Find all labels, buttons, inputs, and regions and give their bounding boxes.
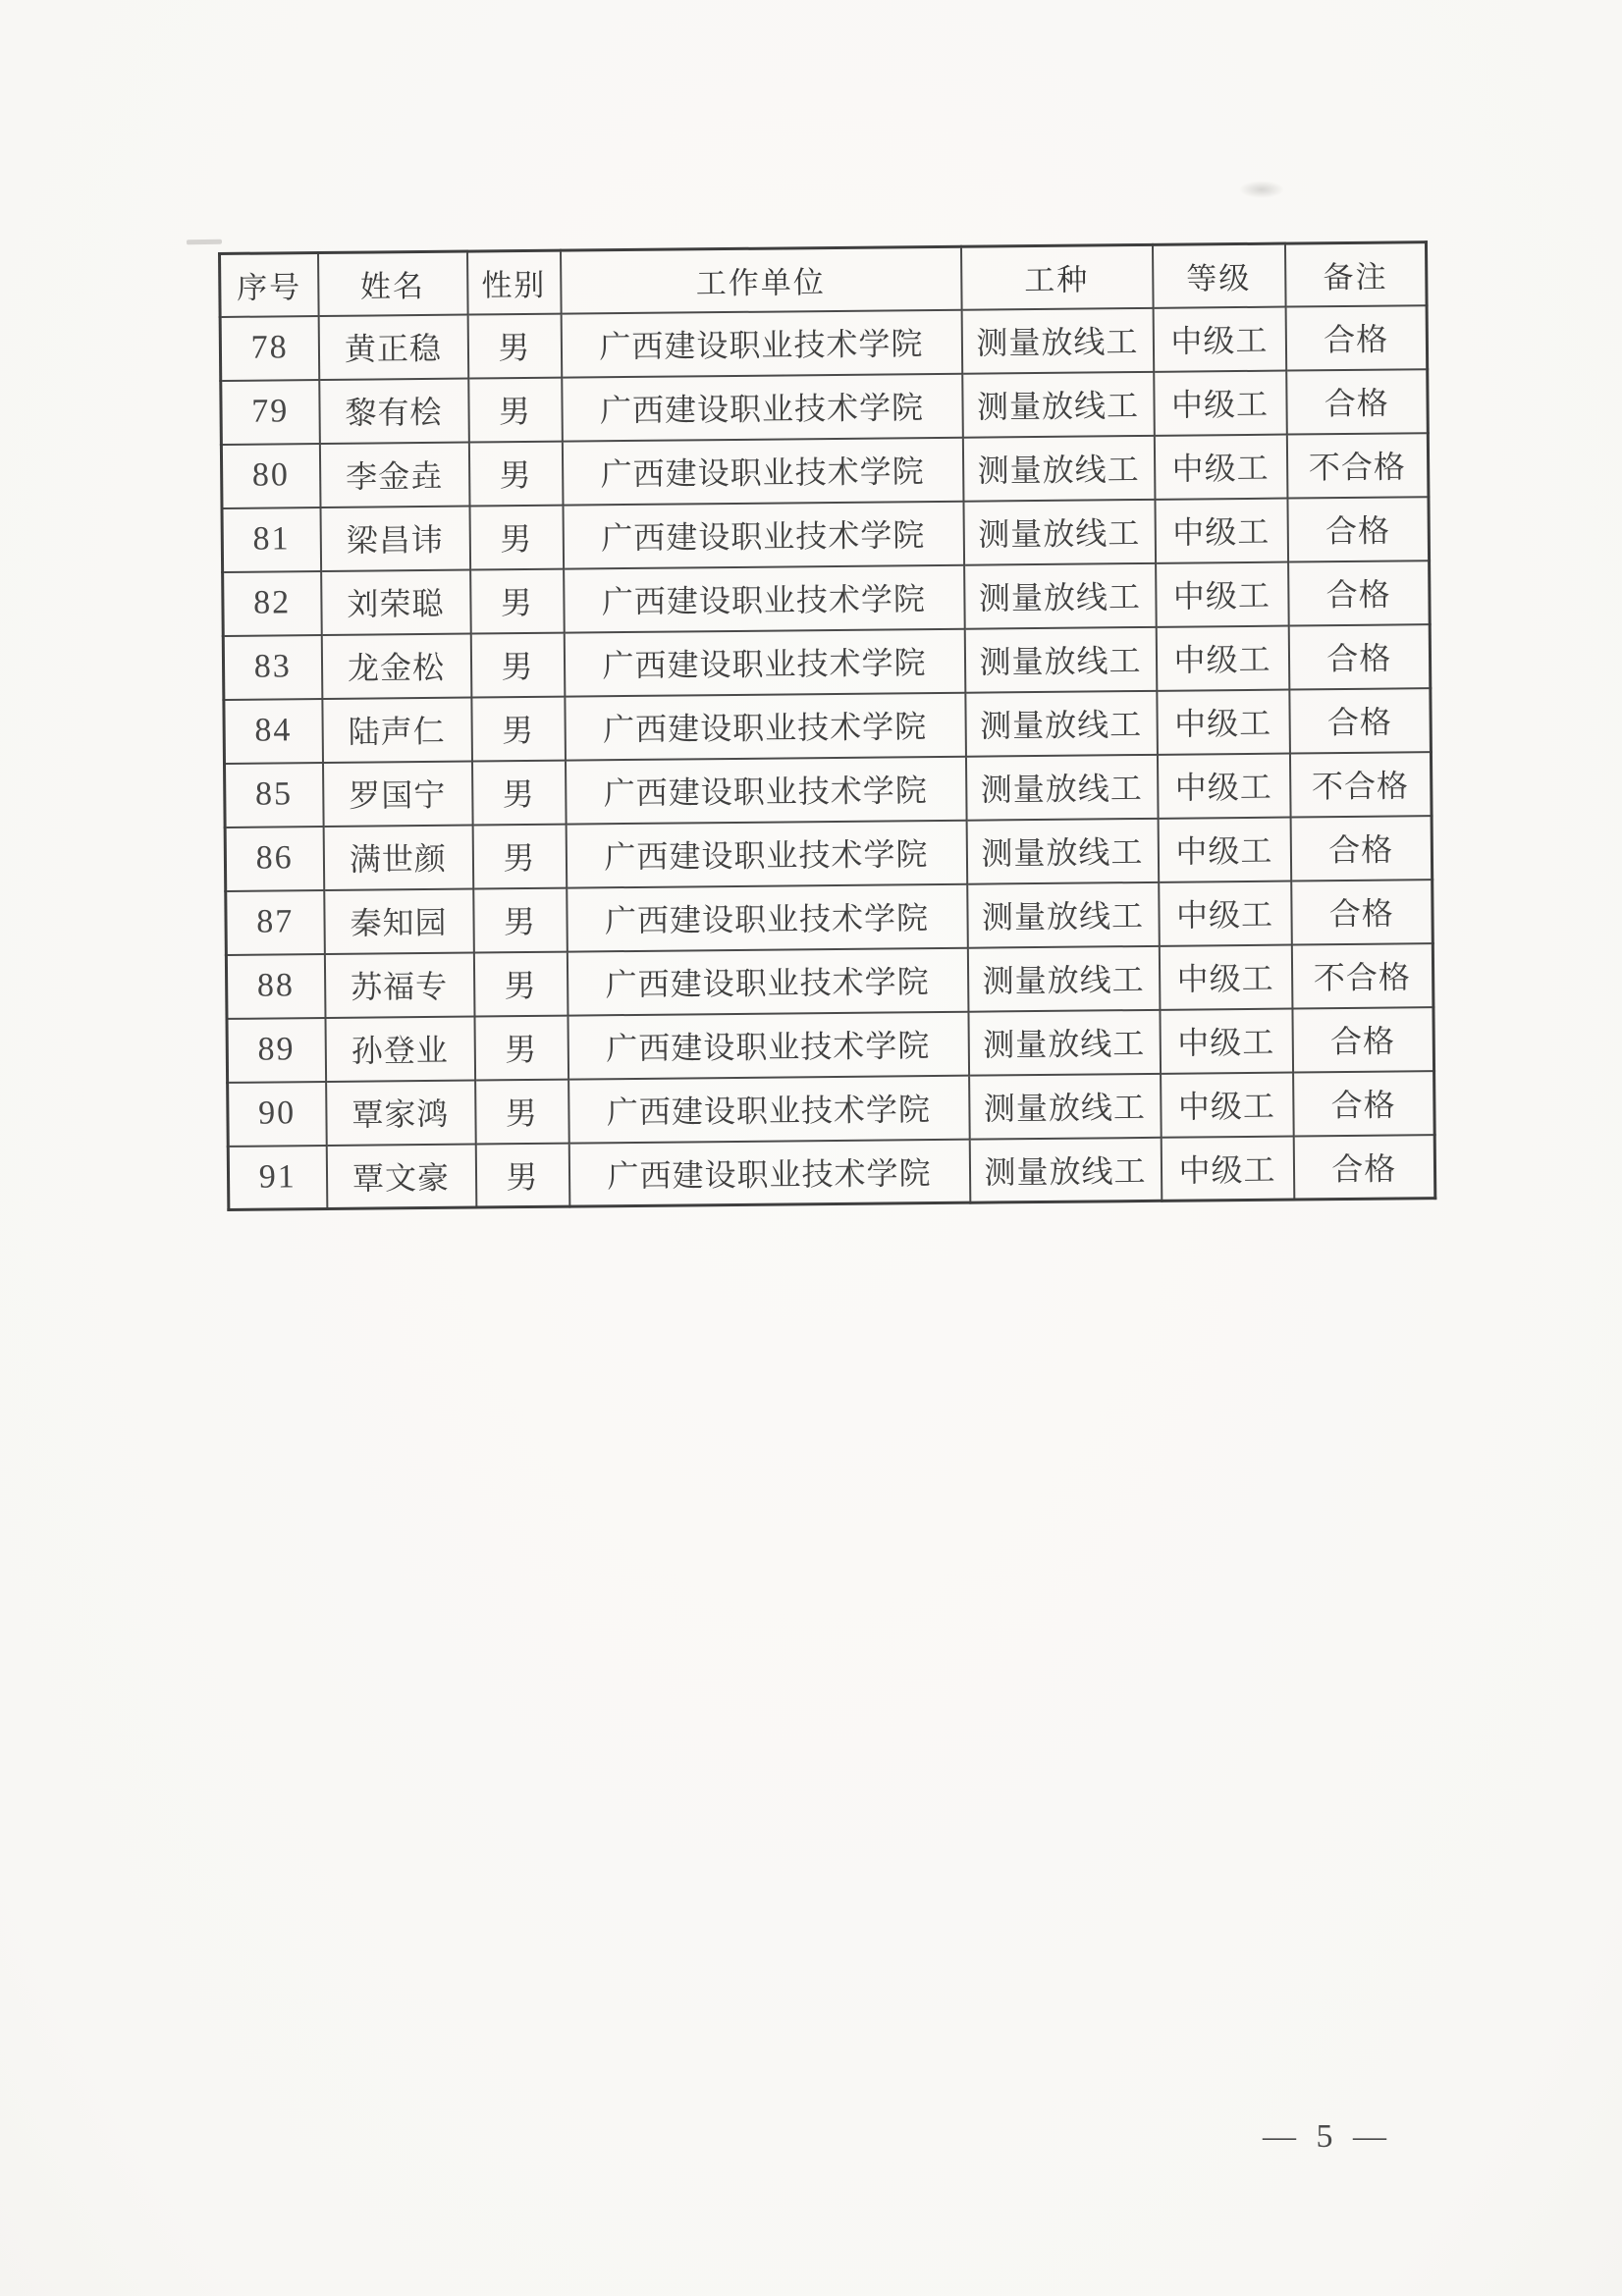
- cell-name: 黄正稳: [318, 314, 468, 379]
- column-header: 姓名: [318, 251, 468, 315]
- cell-level: 中级工: [1156, 561, 1289, 626]
- cell-serial-number: 82: [223, 571, 322, 636]
- cell-remark: 不合格: [1286, 433, 1429, 498]
- cell-level: 中级工: [1155, 498, 1288, 562]
- table-row: [221, 369, 1429, 445]
- cell-gender: 男: [471, 696, 566, 761]
- cell-trade: 测量放线工: [967, 945, 1160, 1011]
- cell-trade: 测量放线工: [968, 1009, 1161, 1075]
- cell-gender: 男: [474, 1015, 568, 1080]
- table-row: [220, 305, 1428, 381]
- cell-level: 中级工: [1158, 817, 1291, 881]
- cell-serial-number: 91: [228, 1145, 327, 1209]
- cell-work-unit: 广西建设职业技术学院: [567, 883, 968, 951]
- cell-trade: 测量放线工: [964, 626, 1157, 692]
- table-row: [228, 1135, 1435, 1210]
- cell-name: 黎有桧: [319, 378, 469, 443]
- cell-remark: 合格: [1288, 624, 1431, 689]
- cell-trade: 测量放线工: [967, 881, 1160, 947]
- cell-name: 苏福专: [324, 952, 474, 1017]
- cell-work-unit: 广西建设职业技术学院: [564, 628, 965, 696]
- cell-work-unit: 广西建设职业技术学院: [565, 756, 966, 824]
- cell-work-unit: 广西建设职业技术学院: [562, 437, 963, 505]
- column-header: 等级: [1152, 243, 1285, 307]
- cell-serial-number: 85: [224, 763, 323, 828]
- cell-remark: 合格: [1293, 1071, 1435, 1136]
- cell-trade: 测量放线工: [969, 1137, 1162, 1202]
- cell-serial-number: 79: [221, 380, 320, 445]
- scan-artifact-smudge: [1239, 181, 1284, 198]
- cell-level: 中级工: [1161, 1072, 1294, 1137]
- cell-gender: 男: [470, 568, 565, 633]
- cell-remark: 合格: [1288, 561, 1431, 625]
- cell-name: 李金垚: [319, 442, 469, 507]
- cell-serial-number: 90: [228, 1081, 327, 1146]
- cell-remark: 合格: [1289, 688, 1432, 753]
- cell-remark: 合格: [1291, 880, 1433, 944]
- cell-work-unit: 广西建设职业技术学院: [565, 692, 966, 760]
- cell-trade: 测量放线工: [965, 754, 1158, 820]
- certification-results-table: [218, 240, 1436, 1211]
- cell-work-unit: 广西建设职业技术学院: [561, 309, 962, 377]
- cell-remark: 不合格: [1289, 752, 1432, 817]
- cell-level: 中级工: [1157, 689, 1290, 754]
- column-header: 性别: [467, 250, 562, 314]
- table-row: [221, 433, 1429, 508]
- table-row: [224, 688, 1432, 764]
- cell-serial-number: 78: [220, 316, 319, 381]
- cell-serial-number: 86: [225, 826, 324, 890]
- cell-work-unit: 广西建设职业技术学院: [568, 1011, 969, 1079]
- cell-remark: 合格: [1285, 305, 1428, 370]
- cell-name: 梁昌讳: [320, 506, 470, 570]
- cell-name: 龙金松: [321, 633, 471, 698]
- cell-work-unit: 广西建设职业技术学院: [564, 564, 965, 632]
- cell-name: 覃家鸿: [326, 1080, 476, 1145]
- cell-gender: 男: [475, 1079, 569, 1144]
- cell-level: 中级工: [1156, 625, 1289, 690]
- cell-level: 中级工: [1159, 881, 1292, 945]
- table-body: [220, 305, 1435, 1210]
- cell-gender: 男: [472, 824, 567, 888]
- table-row: [223, 561, 1431, 636]
- cell-level: 中级工: [1157, 753, 1290, 818]
- cell-work-unit: 广西建设职业技术学院: [567, 947, 968, 1015]
- cell-trade: 测量放线工: [962, 435, 1155, 501]
- certification-table-wrapper: [218, 240, 1436, 1211]
- cell-level: 中级工: [1153, 306, 1286, 371]
- cell-gender: 男: [473, 951, 568, 1016]
- cell-name: 孙登业: [325, 1016, 475, 1081]
- cell-gender: 男: [471, 760, 566, 825]
- table-row: [224, 752, 1432, 828]
- cell-level: 中级工: [1154, 434, 1287, 499]
- cell-trade: 测量放线工: [963, 499, 1156, 564]
- cell-serial-number: 87: [226, 889, 325, 954]
- cell-serial-number: 80: [221, 444, 320, 508]
- column-header: 工作单位: [560, 246, 961, 313]
- cell-serial-number: 83: [223, 635, 322, 700]
- table-row: [222, 497, 1430, 572]
- cell-gender: 男: [470, 632, 565, 697]
- cell-remark: 合格: [1287, 497, 1430, 561]
- cell-gender: 男: [469, 505, 564, 569]
- cell-serial-number: 88: [226, 953, 325, 1018]
- column-header: 备注: [1284, 242, 1427, 306]
- table-row: [225, 816, 1433, 891]
- cell-work-unit: 广西建设职业技术学院: [568, 1139, 970, 1206]
- cell-remark: 合格: [1286, 369, 1429, 434]
- page-number: — 5 —: [1263, 2118, 1392, 2155]
- cell-work-unit: 广西建设职业技术学院: [562, 373, 963, 441]
- cell-remark: 合格: [1293, 1135, 1435, 1200]
- cell-serial-number: 89: [227, 1017, 326, 1082]
- cell-work-unit: 广西建设职业技术学院: [563, 501, 964, 568]
- cell-gender: 男: [467, 313, 562, 378]
- table-header: [220, 242, 1428, 317]
- table-row: [226, 880, 1433, 955]
- table-row: [223, 624, 1431, 700]
- cell-trade: 测量放线工: [966, 818, 1159, 883]
- scan-artifact-dash: [187, 240, 222, 245]
- column-header: 序号: [220, 253, 319, 317]
- cell-level: 中级工: [1154, 370, 1287, 435]
- cell-level: 中级工: [1159, 944, 1292, 1009]
- table-row: [227, 1007, 1434, 1083]
- cell-work-unit: 广西建设职业技术学院: [568, 1075, 970, 1143]
- table-row: [226, 943, 1433, 1019]
- column-header: 工种: [960, 244, 1153, 309]
- cell-gender: 男: [468, 441, 563, 506]
- cell-trade: 测量放线工: [964, 562, 1157, 628]
- cell-work-unit: 广西建设职业技术学院: [566, 820, 967, 887]
- cell-gender: 男: [473, 887, 568, 952]
- cell-remark: 不合格: [1291, 943, 1433, 1008]
- cell-level: 中级工: [1161, 1136, 1294, 1201]
- cell-serial-number: 81: [222, 507, 321, 572]
- cell-name: 陆声仁: [322, 697, 472, 762]
- cell-name: 覃文豪: [326, 1144, 476, 1208]
- cell-serial-number: 84: [224, 699, 323, 764]
- cell-remark: 合格: [1290, 816, 1433, 881]
- cell-level: 中级工: [1160, 1008, 1293, 1073]
- cell-name: 秦知园: [324, 888, 474, 953]
- cell-gender: 男: [468, 377, 563, 442]
- cell-trade: 测量放线工: [969, 1073, 1162, 1139]
- cell-remark: 合格: [1292, 1007, 1434, 1072]
- cell-trade: 测量放线工: [961, 307, 1154, 373]
- cell-name: 满世颜: [323, 825, 473, 889]
- table-row: [228, 1071, 1435, 1147]
- cell-trade: 测量放线工: [965, 690, 1158, 756]
- cell-gender: 男: [475, 1143, 569, 1207]
- header-row: [220, 242, 1428, 317]
- cell-name: 罗国宁: [322, 761, 472, 826]
- cell-trade: 测量放线工: [962, 371, 1155, 437]
- cell-name: 刘荣聪: [321, 569, 471, 634]
